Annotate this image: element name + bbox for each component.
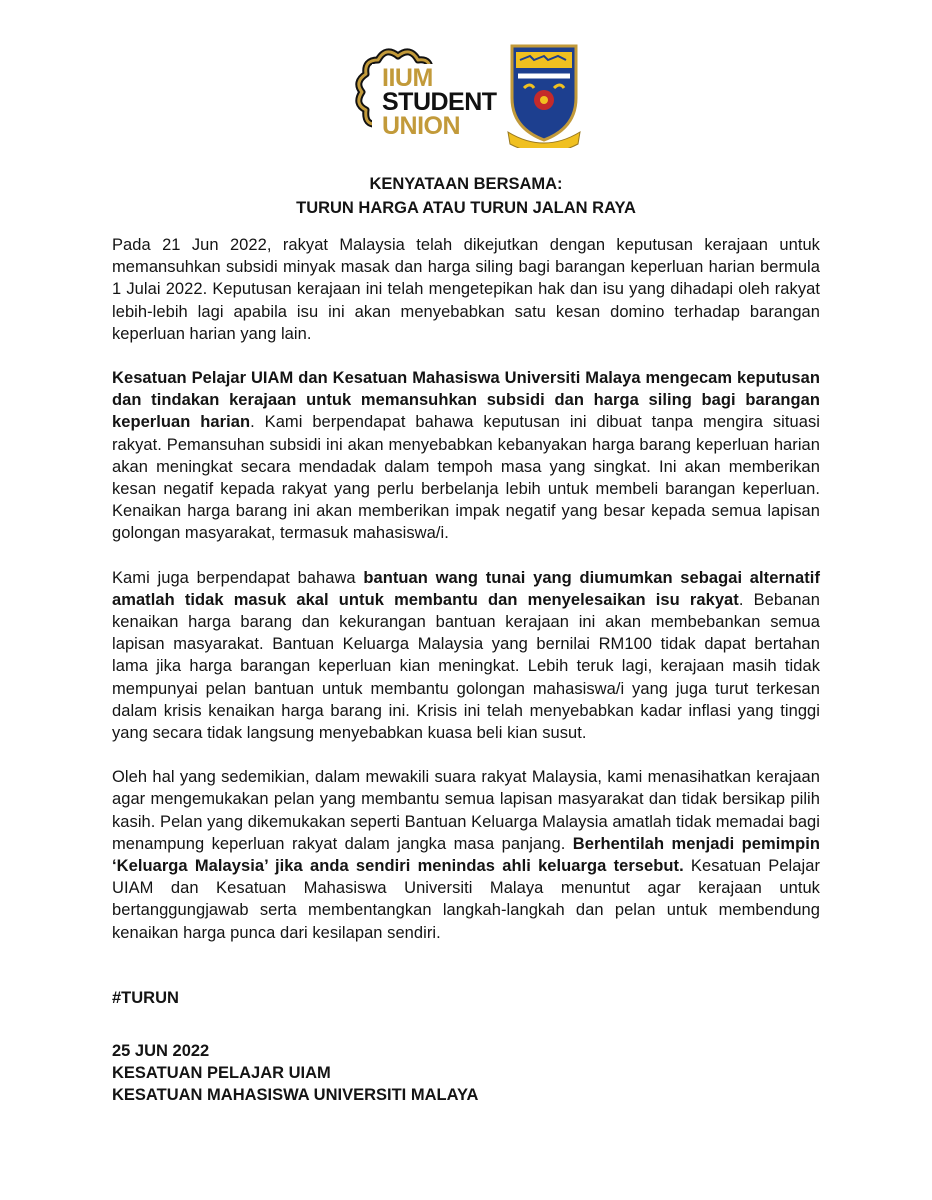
paragraph-1: [112, 234, 820, 345]
logo-word-2: STUDENT: [382, 88, 497, 116]
text-run: Kami juga berpendapat bahawa: [112, 568, 364, 587]
text-run: Pada 21 Jun 2022, rakyat Malaysia telah dikejutkan dengan keputusan kerajaan untuk memansuhkan subsidi minyak masak dan harga siling bagi barangan keperluan harian bermula 1 Julai 2022. Keputusan kerajaan ini telah mengetepikan hak dan isu yang dihadapi oleh rakyat lebih-lebih lagi apabila isu ini akan menyebabkan satu kesan domino terhadap barangan keperluan harian yang lain.: [112, 236, 820, 343]
header-logos: [338, 36, 598, 156]
bold-text-run: bantuan wang tunai yang diumumkan sebagai alternatif amatlah tidak masuk akal untuk membantu dan menyelesaikan isu rakyat: [112, 568, 820, 609]
signoff-org-1: KESATUAN PELAJAR UIAM: [112, 1064, 331, 1082]
paragraph-4: [112, 766, 820, 944]
bold-text-run: Kesatuan Pelajar UIAM dan Kesatuan Mahasiswa Universiti Malaya mengecam keputusan dan tindakan kerajaan untuk memansuhkan subsidi dan harga siling bagi barangan keperluan harian: [112, 369, 820, 432]
paragraph-3: [112, 567, 820, 745]
paragraph-2: [112, 367, 820, 545]
statement-title: [0, 172, 932, 220]
signoff-org-2: KESATUAN MAHASISWA UNIVERSITI MALAYA: [112, 1086, 479, 1104]
title-line-1: KENYATAAN BERSAMA:: [369, 175, 563, 193]
iium-student-union-wordmark: [382, 66, 497, 138]
university-malaya-crest-icon: [506, 36, 582, 148]
text-run: Kesatuan Pelajar UIAM dan Kesatuan Mahasiswa Universiti Malaya menuntut agar kerajaan untuk bertanggungjawab serta membentangkan langkah-langkah dan pelan untuk membendung kenaikan harga punca dari kesilapan sendiri.: [112, 857, 820, 942]
logo-word-1: IIUM: [382, 64, 433, 92]
signoff-date: 25 JUN 2022: [112, 1042, 210, 1060]
hashtag: #TURUN: [112, 989, 179, 1007]
statement-body: [112, 234, 820, 966]
text-run: . Kami berpendapat bahawa keputusan ini dibuat tanpa mengira situasi rakyat. Pemansuhan subsidi ini akan menyebabkan kebanyakan harga barang keperluan harian akan meningkat secara mendadak dalam tempoh masa yang singkat. Ini akan memberikan kesan negatif kepada rakyat yang perlu berbelanja lebih untuk membeli barangan keperluan. Kenaikan harga barang ini akan memberikan impak negatif yang besar kepada semua lapisan golongan masyarakat, termasuk mahasiswa/i.: [112, 413, 820, 543]
logo-word-3: UNION: [382, 112, 461, 140]
text-run: Oleh hal yang sedemikian, dalam mewakili suara rakyat Malaysia, kami menasihatkan kerajaan agar mengemukakan pelan yang membantu semua lapisan masyarakat dan tidak bersikap pilih kasih. Pelan yang dikemukakan seperti Bantuan Keluarga Malaysia amatlah tidak memadai bagi menampung keperluan rakyat dalam jangka masa panjang.: [112, 768, 820, 853]
bold-text-run: Berhentilah menjadi pemimpin ‘Keluarga Malaysia’ jika anda sendiri menindas ahli keluarga tersebut.: [112, 834, 821, 876]
signoff-block: [112, 1040, 478, 1106]
title-line-2: TURUN HARGA ATAU TURUN JALAN RAYA: [296, 199, 636, 217]
text-run: . Bebanan kenaikan harga barang dan kekurangan bantuan kerajaan ini akan membebankan semua lapisan masyarakat. Bantuan Keluarga Malaysia yang bernilai RM100 tidak dapat bertahan lama jika harga barangan keperluan kian meningkat. Lebih teruk lagi, kerajaan masih tidak mempunyai pelan bantuan untuk membantu golongan mahasiswa/i yang juga turut terkesan dalam krisis kenaikan harga barang ini. Krisis ini telah menyebabkan kadar inflasi yang tinggi yang secara tidak langsung menyebabkan kuasa beli kian susut.: [112, 590, 820, 743]
